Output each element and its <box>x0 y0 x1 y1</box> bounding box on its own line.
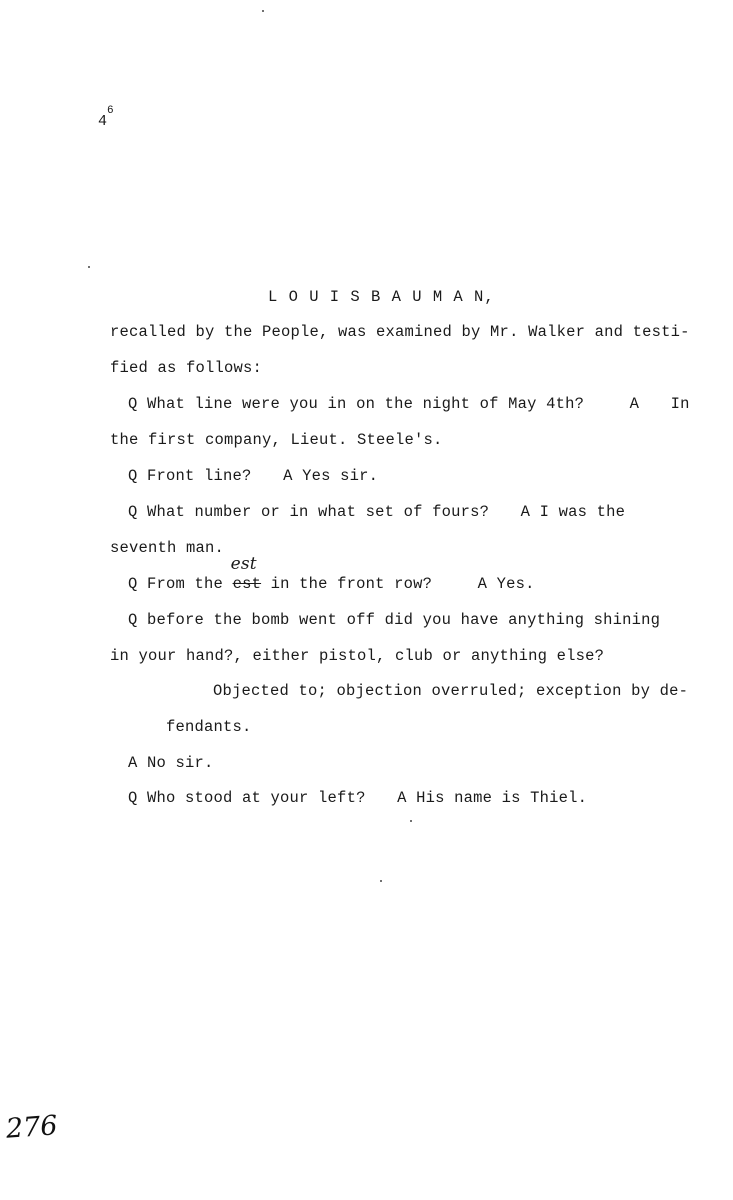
question-text-before: From the <box>147 575 224 593</box>
witness-name: L O U I S B A U M A N, <box>268 288 495 306</box>
intro-line-1: recalled by the People, was examined by Mr. Walker and testi- <box>110 323 690 341</box>
answer-marker: A <box>629 395 640 413</box>
answer-marker: A <box>397 789 407 807</box>
page-number-main: 4 <box>98 113 108 130</box>
answer-text: Yes sir. <box>302 467 379 485</box>
correction <box>230 554 262 594</box>
qa-line-8: in your hand?, either pistol, club or anything else? <box>110 647 605 665</box>
question-text-after: in the front row? <box>270 575 433 593</box>
speck <box>410 820 412 822</box>
answer-marker: A <box>283 467 293 485</box>
page-number <box>98 105 114 130</box>
speck <box>380 880 382 882</box>
question-text: before the bomb went off did you have anything shining <box>147 611 661 629</box>
answer-marker: A <box>477 575 488 593</box>
objection-line: Objected to; objection overruled; exception by de- <box>213 682 689 700</box>
answer-marker: A <box>128 754 138 772</box>
question-marker: Q <box>128 611 138 629</box>
qa-line-5: seventh man. <box>110 539 225 557</box>
qa-line-7 <box>128 610 660 630</box>
question-marker: Q <box>128 575 138 593</box>
question-marker: Q <box>128 789 138 807</box>
answer-text: His name is Thiel. <box>416 789 588 807</box>
question-marker: Q <box>128 503 138 521</box>
struck-text: est <box>232 575 262 593</box>
question-text: What number or in what set of fours? <box>147 503 490 521</box>
objection-line-2: fendants. <box>166 718 252 736</box>
question-text: What line were you in on the night of May 4th? <box>147 395 585 413</box>
answer-text: No sir. <box>147 754 214 772</box>
handwritten-page-number: 276 <box>4 1110 59 1145</box>
intro-line-2: fied as follows: <box>110 359 263 377</box>
qa-line-2: the first company, Lieut. Steele's. <box>110 431 443 449</box>
question-text: Front line? <box>147 467 252 485</box>
answer-marker: A <box>520 503 531 521</box>
question-text: Who stood at your left? <box>147 789 366 807</box>
qa-line-9 <box>128 753 214 773</box>
answer-text: I was the <box>539 503 626 521</box>
speck <box>262 10 264 12</box>
qa-line-3 <box>128 466 378 486</box>
page-number-sup: 6 <box>107 105 114 117</box>
answer-text: Yes. <box>496 575 535 593</box>
question-marker: Q <box>128 467 138 485</box>
speck <box>88 266 90 268</box>
qa-line-1 <box>128 394 690 414</box>
question-marker: Q <box>128 395 138 413</box>
qa-line-6 <box>128 554 535 594</box>
qa-line-4 <box>128 502 625 522</box>
handwritten-insertion: est <box>230 554 257 574</box>
answer-text: In <box>670 395 690 413</box>
qa-line-10 <box>128 788 587 808</box>
